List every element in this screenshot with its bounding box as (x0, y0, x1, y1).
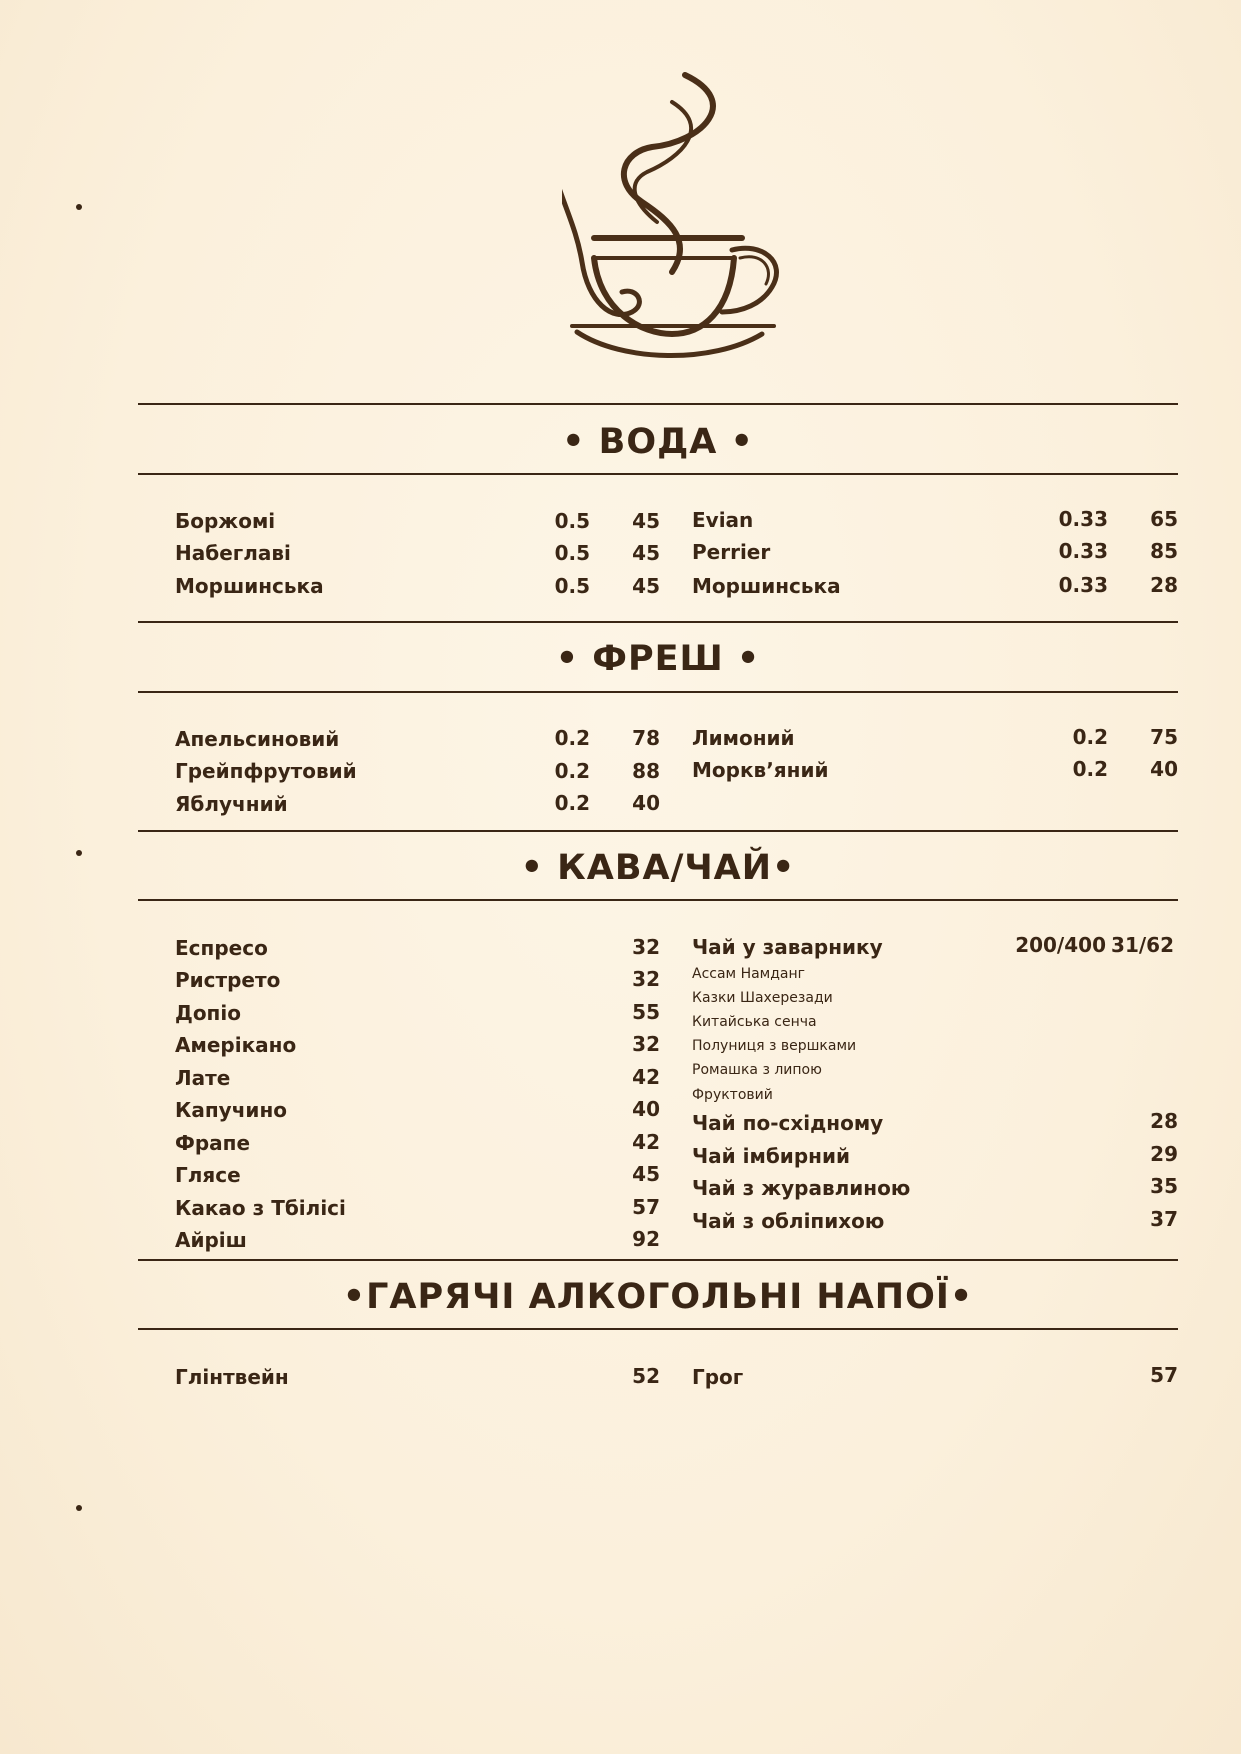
divider (138, 899, 1178, 901)
menu-item-price: 85 (1150, 539, 1178, 563)
menu-item-name: Айріш (175, 1228, 247, 1252)
binder-hole (76, 1505, 82, 1511)
menu-item-volume: 0.2 (554, 726, 590, 750)
menu-item-name: Чай з журавлиною (692, 1176, 911, 1200)
menu-item-price: 40 (632, 1097, 660, 1121)
menu-item-name: Еспресо (175, 936, 268, 960)
menu-item-price: 45 (632, 509, 660, 533)
menu-item-price: 40 (632, 791, 660, 815)
menu-item-price: 42 (632, 1130, 660, 1154)
binder-hole (76, 204, 82, 210)
menu-item-volume: 0.33 (1058, 507, 1108, 531)
menu-item-name: Perrier (692, 540, 771, 564)
menu-item-name: Чай з обліпихою (692, 1209, 885, 1233)
menu-item-volume: 0.2 (1072, 757, 1108, 781)
menu-item-price: 55 (632, 1000, 660, 1024)
section-title-hot-alcohol: •ГАРЯЧІ АЛКОГОЛЬНІ НАПОЇ• (342, 1277, 974, 1317)
menu-item-price: 92 (632, 1227, 660, 1251)
menu-item-name: Evian (692, 508, 754, 532)
menu-item-name: Амерікано (175, 1033, 297, 1057)
menu-item-volume: 0.5 (554, 541, 590, 565)
menu-item-price: 31/62 (1111, 933, 1174, 957)
menu-item-price: 57 (632, 1195, 660, 1219)
menu-item-volume: 200/400 (1015, 933, 1106, 957)
menu-item-name: Лате (175, 1066, 231, 1090)
menu-item-price: 78 (632, 726, 660, 750)
menu-item-price: 57 (1150, 1363, 1178, 1387)
binder-hole (76, 850, 82, 856)
menu-item-name: Грейпфрутовий (175, 759, 357, 783)
menu-item-price: 65 (1150, 507, 1178, 531)
menu-item-price: 45 (632, 541, 660, 565)
menu-item-price: 32 (632, 967, 660, 991)
menu-item-volume: 0.5 (554, 509, 590, 533)
menu-item-name: Допіо (175, 1001, 241, 1025)
divider (138, 1328, 1178, 1330)
menu-item-name: Чай по-східному (692, 1111, 884, 1135)
section-title-coffee-tea: • КАВА/ЧАЙ• (520, 848, 796, 888)
tea-variety: Ромашка з липою (692, 1062, 822, 1078)
section-title-water: • ВОДА • (562, 422, 754, 462)
menu-item-price: 29 (1150, 1142, 1178, 1166)
menu-item-name: Морквʼяний (692, 758, 829, 782)
menu-item-price: 37 (1150, 1207, 1178, 1231)
menu-item-name: Глінтвейн (175, 1365, 289, 1389)
tea-variety: Ассам Намданг (692, 966, 805, 982)
menu-item-name: Апельсиновий (175, 727, 340, 751)
divider (138, 403, 1178, 405)
menu-item-price: 52 (632, 1364, 660, 1388)
divider (138, 1259, 1178, 1261)
divider (138, 691, 1178, 693)
menu-item-price: 75 (1150, 725, 1178, 749)
menu-item-name: Яблучний (175, 792, 288, 816)
section-title-fresh: • ФРЕШ • (555, 639, 761, 679)
tea-variety: Полуниця з вершками (692, 1038, 857, 1054)
menu-item-name: Моршинська (692, 574, 841, 598)
menu-item-price: 88 (632, 759, 660, 783)
menu-item-price: 45 (632, 1162, 660, 1186)
menu-item-price: 40 (1150, 757, 1178, 781)
tea-variety: Казки Шахерезади (692, 990, 833, 1006)
menu-item-name: Моршинська (175, 574, 324, 598)
menu-item-price: 42 (632, 1065, 660, 1089)
tea-variety: Фруктовий (692, 1087, 773, 1103)
menu-item-name: Чай у заварнику (692, 935, 883, 959)
menu-item-volume: 0.2 (1072, 725, 1108, 749)
menu-item-price: 32 (632, 935, 660, 959)
menu-item-volume: 0.2 (554, 759, 590, 783)
menu-item-name: Боржомі (175, 509, 276, 533)
menu-item-price: 28 (1150, 1109, 1178, 1133)
menu-item-name: Грог (692, 1365, 744, 1389)
tea-variety: Китайська сенча (692, 1014, 817, 1030)
menu-item-name: Какао з Тбілісі (175, 1196, 346, 1220)
menu-item-price: 45 (632, 574, 660, 598)
menu-item-volume: 0.5 (554, 574, 590, 598)
menu-item-volume: 0.2 (554, 791, 590, 815)
menu-item-name: Фрапе (175, 1131, 251, 1155)
menu-item-name: Чай імбирний (692, 1144, 850, 1168)
divider (138, 473, 1178, 475)
coffee-cup-icon (562, 72, 802, 372)
menu-item-name: Ристрето (175, 968, 281, 992)
menu-item-name: Капучино (175, 1098, 288, 1122)
menu-item-name: Глясе (175, 1163, 241, 1187)
menu-item-volume: 0.33 (1058, 539, 1108, 563)
divider (138, 621, 1178, 623)
divider (138, 830, 1178, 832)
menu-item-price: 32 (632, 1032, 660, 1056)
menu-item-name: Набеглаві (175, 541, 291, 565)
menu-item-price: 28 (1150, 573, 1178, 597)
menu-item-volume: 0.33 (1058, 573, 1108, 597)
menu-item-price: 35 (1150, 1174, 1178, 1198)
menu-item-name: Лимоний (692, 726, 795, 750)
